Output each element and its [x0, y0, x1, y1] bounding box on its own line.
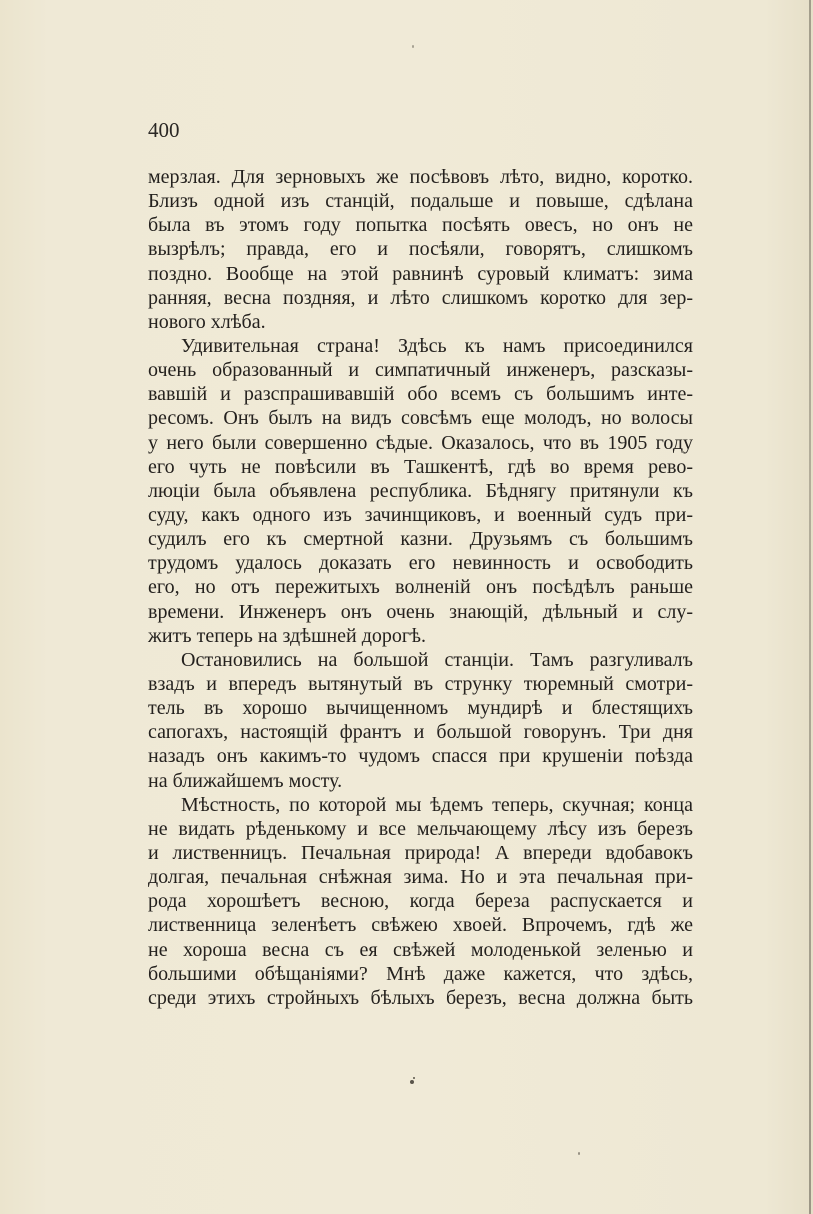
paper-speck: [410, 1080, 414, 1084]
text-line: трудомъ удалось доказать его невинность и освободить: [148, 552, 693, 575]
page-number: 400: [148, 118, 180, 142]
text-line: мерзлая. Для зерновыхъ же посѣвовъ лѣто, видно, коротко.: [148, 166, 693, 188]
text-line: тель въ хорошо вычищенномъ мундирѣ и блестящихъ: [148, 697, 693, 720]
paper-speck: [412, 45, 414, 48]
paper-speck: [413, 1077, 415, 1079]
text-line: долгая, печальная снѣжная зима. Но и эта печальная при-: [148, 866, 693, 889]
text-line: ранняя, весна поздняя, и лѣто слишкомъ коротко для зер-: [148, 286, 693, 309]
text-line: рода хорошѣетъ весною, когда береза распускается и: [148, 890, 693, 913]
text-line: была въ этомъ году попытка посѣять овесъ, но онъ не: [148, 214, 693, 237]
body-text: [148, 165, 693, 1010]
text-line: среди этихъ стройныхъ бѣлыхъ березъ, весна должна быть: [148, 986, 693, 1009]
paper-speck: [578, 1152, 580, 1155]
text-line: Мѣстность, по которой мы ѣдемъ теперь, скучная; конца: [181, 793, 693, 816]
text-line: назадъ онъ какимъ-то чудомъ спасся при крушеніи поѣзда: [148, 745, 693, 768]
text-line: и лиственницъ. Печальная природа! А впереди вдобавокъ: [148, 841, 693, 864]
text-line: взадъ и впередъ вытянутый въ струнку тюремный смотри-: [148, 672, 693, 695]
text-line: не видать рѣденькому и все мельчающему лѣсу изъ березъ: [148, 817, 693, 840]
text-line: Близъ одной изъ станцій, подальше и повыше, сдѣлана: [148, 190, 693, 213]
text-line: суду, какъ одного изъ зачинщиковъ, и военный судъ при-: [148, 503, 693, 526]
text-line: нового хлѣба.: [148, 310, 266, 333]
text-line: большими обѣщаніями? Мнѣ даже кажется, что здѣсь,: [148, 962, 693, 985]
text-line: ресомъ. Онъ былъ на видъ совсѣмъ еще молодъ, но волосы: [148, 407, 693, 430]
text-line: на ближайшемъ мосту.: [148, 769, 343, 792]
text-line: у него были совершенно сѣдые. Оказалось, что въ 1905 году: [148, 431, 693, 454]
text-line: судилъ его къ смертной казни. Друзьямъ съ большимъ: [148, 528, 693, 551]
page-edge-shadow: [809, 0, 811, 1214]
text-line: его, но отъ пережитыхъ волненій онъ посѣдѣлъ раньше: [148, 576, 693, 599]
text-line: его чуть не повѣсили въ Ташкентѣ, гдѣ во время рево-: [148, 455, 693, 478]
text-line: Остановились на большой станціи. Тамъ разгуливалъ: [181, 648, 693, 671]
text-line: лиственница зеленѣетъ свѣжею хвоей. Впрочемъ, гдѣ же: [148, 914, 693, 937]
text-line: поздно. Вообще на этой равнинѣ суровый климатъ: зима: [148, 262, 693, 285]
text-line: Удивительная страна! Здѣсь къ намъ присоединился: [181, 334, 693, 357]
text-line: не хороша весна съ ея свѣжей молоденькой зеленью и: [148, 938, 693, 961]
text-line: люціи была объявлена республика. Бѣднягу притянули къ: [148, 479, 693, 502]
text-line: вызрѣлъ; правда, его и посѣяли, говорятъ, слишкомъ: [148, 238, 693, 261]
text-line: времени. Инженеръ онъ очень знающій, дѣльный и слу-: [148, 600, 693, 623]
text-line: житъ теперь на здѣшней дорогѣ.: [148, 624, 426, 647]
text-line: очень образованный и симпатичный инженеръ, разсказы-: [148, 359, 693, 382]
text-line: сапогахъ, настоящій франтъ и большой говорунъ. Три дня: [148, 721, 693, 744]
text-line: вавшій и разспрашивавшій обо всемъ съ большимъ инте-: [148, 383, 693, 406]
